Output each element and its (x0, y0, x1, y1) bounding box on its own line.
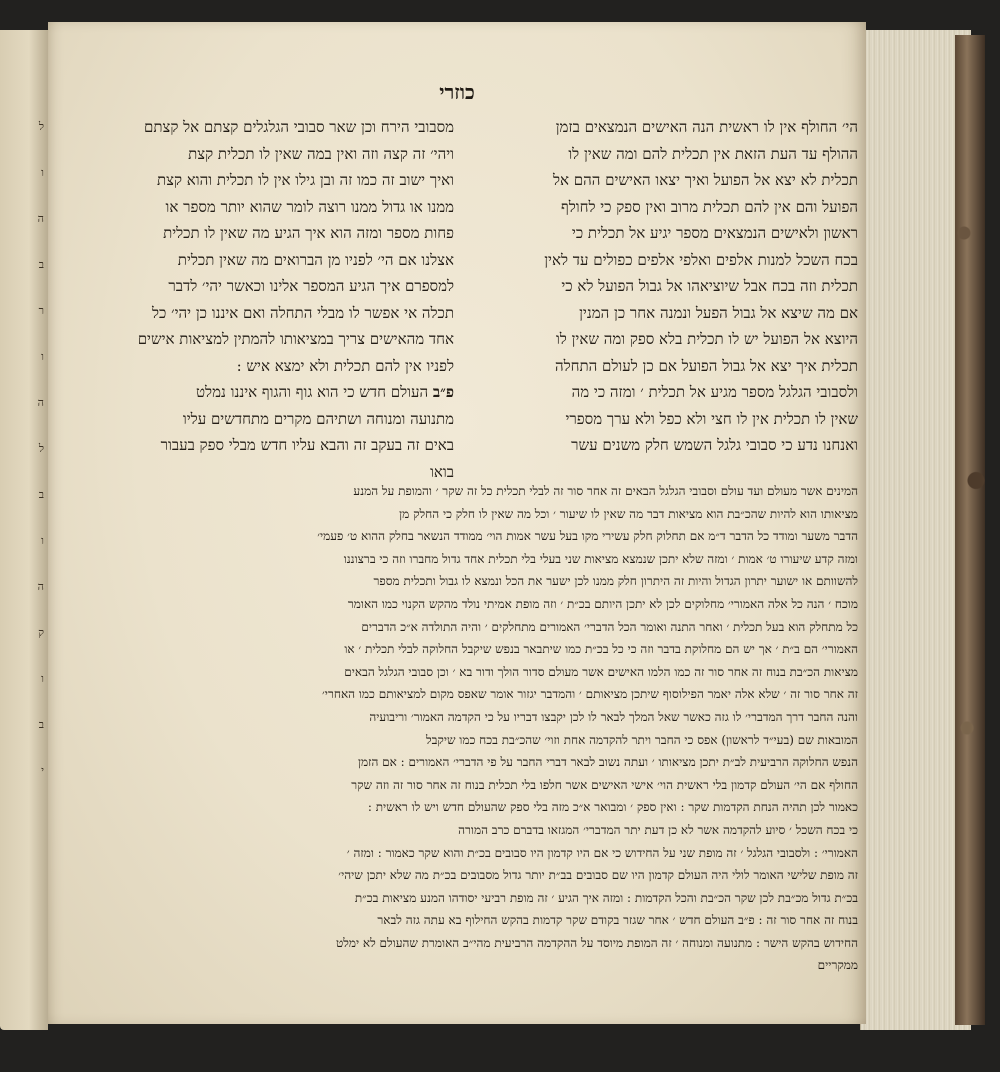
facing-page-letter: ב (38, 258, 44, 271)
text-line: תכלה אי אפשר לו מבלי התחלה ואם איננו כן יהי׳ כל (152, 303, 454, 322)
facing-page-letter: ב (38, 718, 44, 731)
commentary-line: החולף אם הי׳ העולם קדמון בלי ראשית הוי׳ אישי האישים אשר חלפו בלי תכלית בנוח זה אחר סור זה וזה שקר (351, 777, 858, 792)
commentary-line: המובאות שם (בעי״ד לראשון) אפס כי החבר ויתר להקדמה אחת וזוי׳ שהכ״בת בכח כמו שיקבל (426, 732, 858, 747)
commentary-line: הדבר משער ומודד כל הדבר ד״מ אם תחלוק חלק עשירי מקו בעל עשר אמות הוי׳ ממודד הנשאר בחלק ההוא ט׳ פעמי׳ (317, 529, 858, 544)
commentary-line: החידוש בהקש הישר : מתנועה ומנוחה ׳ זה המופת מיוסד על ההקדמה הרביעית מהי״ב האומרת שהעולם לא ימלט (335, 935, 858, 950)
section-marker: פ״ב (432, 383, 454, 401)
text-line: ויהי׳ זה קצה וזה ואין במה שאין לו תכלית קצת (188, 144, 454, 163)
text-line: תכלית איך יצא אל גבול הפועל אם כן לעולם התחלה (554, 356, 858, 375)
commentary-line: והנה החבר דרך המדברי׳ לו גזה כאשר שאל המלך לבאר לו לכן יקבצו דבריו על כי הקדמה האמור׳ וריבועיה (369, 709, 858, 724)
text-line: ולסבובי הגלגל מספר מגיע אל תכלית ׳ ומזה כי מה (571, 383, 858, 401)
facing-page-letter: ל (38, 120, 44, 133)
text-line: שאין לו תכלית אין לו חצי ולא כפל ולא ערך מספרי (565, 409, 858, 428)
commentary-line: הנפש החלוקה הרביעית לב״ת יתכן מציאותו ׳ ועתה נשוב לבאר דברי החבר על פי הדברי׳ האמורים : אם הזמן (357, 755, 858, 770)
text-line: אצלנו אם הי׳ לפניו מן הברואים מה שאין תכלית (177, 250, 454, 269)
text-line: הפועל והם אין להם תכלית מרוב ואין ספק כי לחולף (560, 197, 858, 216)
text-line: בכח השכל למנות אלפים ואלפי אלפים כפולים עד לאין (544, 250, 858, 269)
text-line: הי׳ החולף אין לו ראשית הנה האישים הנמצאים בזמן (555, 118, 858, 136)
facing-page-letter: ו (41, 350, 44, 363)
commentary-line: זה אחר סור זה ׳ שלא אלה יאמר הפילוסוף שיתכן מציאותם ׳ והמדבר יגזור אומר שאפס מקום למציאותם כמו האחרי׳ (322, 687, 858, 702)
text-line: אם מה שיצא אל גבול הפעל ונמנה אחר כן המנין (579, 303, 858, 322)
commentary-line: מציאות הכ״בת בנוח זה אחר סור זה כמו הלמו האישים אשר מעולם סדור הולך ודור בא ׳ וכן סבובי הגלגל הבאים (344, 664, 858, 679)
commentary-line: האמורי׳ : ולסבובי הגלגל ׳ זה מופת שני על החידוש כי אם היו קדמון היו סבובים בכ״ת והוא שקר כאמור : ומזה ׳ (346, 845, 858, 860)
commentary-line: ומזה קדע שיעורו ט׳ אמות ׳ ומזה שלא יתכן שנמצא מציאות שני בעלי בלי תכלית אחד גדול מחברו וזה כי ברצוננו (343, 551, 858, 566)
facing-page-letter: ב (38, 488, 44, 501)
text-line: למספרם איך הגיע המספר אלינו וכאשר יהי׳ לדבר (168, 277, 454, 295)
facing-page-edge (0, 30, 48, 1030)
facing-page-letter: ה (37, 396, 44, 409)
text-line: תכלית לא יצא אל הפועל ואיך יצאו האישים ההם אל (552, 171, 858, 189)
text-line: היוצא אל הפועל יש לו תכלית בלא ספק ומה שאין לו (555, 330, 858, 348)
text-line: ההולף עד העת הזאת אין תכלית להם ומה שאין לו (568, 144, 858, 163)
commentary-line: כי בכח השכל ׳ סיוע להקדמה אשר לא כן דעת יתר המדברי׳ המגזאו בדברם כרב המורה (458, 822, 858, 837)
commentary-line: ממקריים (817, 958, 858, 973)
facing-page-letter: ה (37, 212, 44, 225)
text-line: פחות מספר ומזה הוא איך הגיע מה שאין לו תכלית (163, 224, 454, 242)
running-head: כוזרי (439, 80, 475, 104)
text-line: מתנועה ומנוחה ושתיהם מקרים מתחדשים עליו (182, 409, 454, 428)
facing-page-letter: י (41, 764, 44, 777)
text-line: אחד מהאישים צריך במציאותו להמתין למציאות אישים (137, 330, 454, 348)
text-line: ואנחנו נדע כי סבובי גלגל השמש חלק משנים עשר (571, 436, 858, 454)
commentary-line: להשוותם או ישוער יתרון הגדול והיות זה היתרון חלק ממנו לכן ישער את הכל ונמצא לו גבול ותכלית מספר (373, 574, 858, 589)
commentary-line: מוכח ׳ הנה כל אלה האמורי׳ מחלוקים לכן לא יתכן היותם בכ״ת ׳ וזה מופת אמיתי נולד מהקש הקנוי כמו האומר (347, 596, 858, 611)
text-line: תכלית וזה בכח אבל שיוציאהו אל גבול הפועל לא כי (561, 277, 858, 295)
commentary-line: בנוח זה אחר סור זה : פ״ב העולם חדש ׳ אחר שגזר בקודם שקר קדמות בהקש החילוף בא עתה גזה לבאר (377, 913, 858, 928)
text-line: באים זה בעקב זה והבא עליו חדש מבלי ספק בעבור (160, 436, 454, 454)
facing-page-letter: ה (37, 580, 44, 593)
main-text-right-column (470, 114, 858, 459)
text-line: העולם חדש כי הוא גוף והגוף איננו נמלט (196, 383, 429, 401)
text-line: מסבובי הירח וכן שאר סבובי הגלגלים קצתם אל קצתם (143, 118, 454, 136)
text-line: ואיך ישוב זה כמו זה ובן גילו אין לו תכלית והוא קצת (156, 171, 454, 189)
commentary-line: מציאותו הוא להיות שהכ״בת הוא מציאות דבר מה שאין לו שיעור ׳ וכל מה שאין לו חלק כי החלק מן (399, 506, 858, 521)
text-line: לפניו אין להם תכלית ולא ימצא איש : (236, 356, 454, 375)
commentary-line: כל מתחלק הוא בעל תכלית ׳ ואחר התנה ואומר הכל הדברי׳ האמורים מתחלקים ׳ והיה התולדה א״כ הדברים (361, 619, 858, 634)
text-line: ראשון ולאישים הנמצאים מספר יגיע אל תכלית כי (571, 224, 858, 242)
commentary-line: האמורי׳ הם ב״ת ׳ אך יש הם מחלוקת בדבר וזה כי כל בכ״ת כמו שיתבאר בנפש שיקבל החלוקה לבלי תכלית ׳ או (344, 642, 858, 657)
facing-page-letter: ו (41, 534, 44, 547)
book-page (48, 22, 866, 1024)
facing-page-letter: ו (41, 166, 44, 179)
commentary-line: כאמור לכן תהיה הנחת הקדמות שקר : ואין ספק ׳ ומבואר א״כ מזה בלי ספק שהעולם חדש ויש לו ראשית : (367, 800, 858, 815)
marbled-cover (955, 35, 985, 1025)
commentary-line: המינים אשר מעולם ועד עולם וסבובי הגלגל הבאים זה אחר סור זה לבלי תכלית כל זה שקר ׳ והמופת על המנע (353, 484, 858, 498)
text-line: ממנו או גדול ממנו רוצה לומר שהוא יותר מספר או (165, 197, 454, 216)
commentary-block (66, 480, 858, 977)
facing-page-letter: ק (38, 626, 44, 639)
facing-page-letter: ו (41, 672, 44, 685)
facing-page-letter: ל (38, 442, 44, 455)
main-text-left-column (66, 114, 454, 485)
facing-page-letter: ר (38, 304, 44, 317)
text-line: בואו (430, 462, 454, 481)
commentary-line: בכ״ת גדול מכ״בת לכן שקר הכ״בת והכל הקדמות : ומזה איך הגיע ׳ זה מופת רביעי יסודהו המנע מציאות בכ״ת (354, 890, 858, 905)
section-heading-line (66, 379, 454, 406)
commentary-line: זה מופת שלישי האומר לולי היה העולם קדמון היו שם סבובים בב״ת יותר גדול מסבובים בכ״ת מה שלא יתכן שיהי׳ (338, 868, 858, 883)
